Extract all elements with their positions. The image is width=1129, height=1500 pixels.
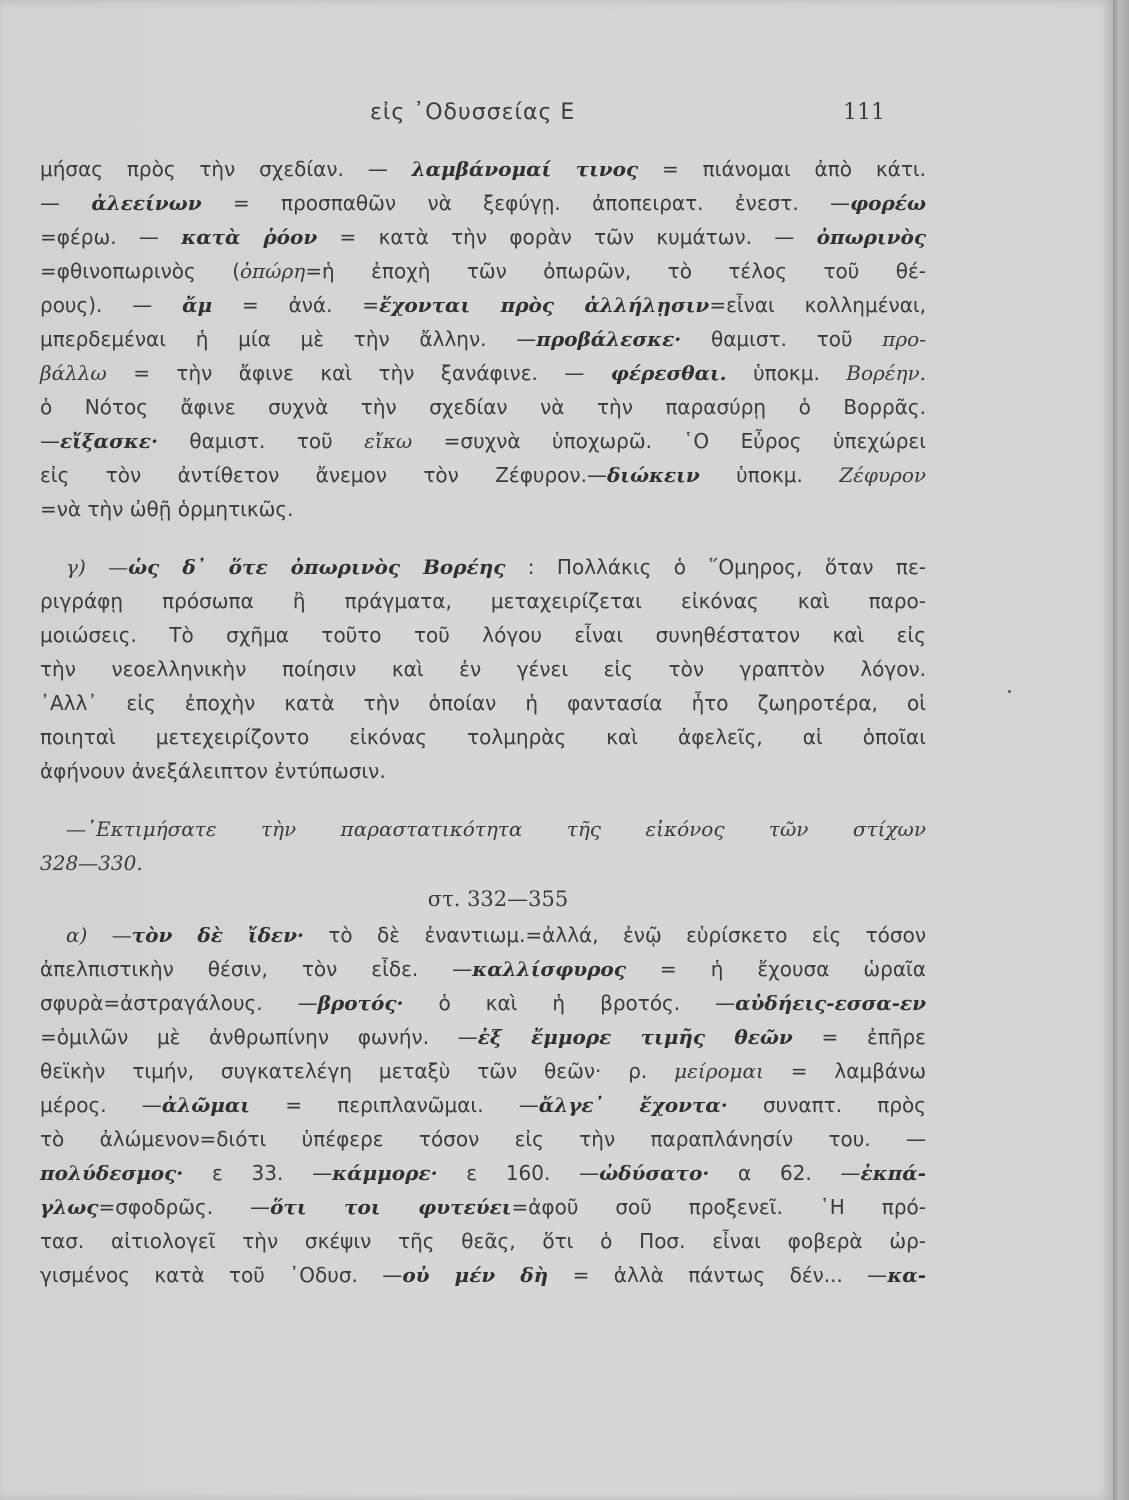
text-segment: ὠδύσατο· — [599, 1161, 710, 1185]
text-segment: ἔχονται πρὸς ἀλλήλῃσιν — [379, 293, 710, 317]
text-segment: =ὁμιλῶν μὲ ἀνθρωπίνην φωνήν. — — [40, 1025, 478, 1049]
text-segment: α) — — [66, 923, 132, 947]
text-segment: =φέρω. — — [40, 225, 182, 249]
text-segment: Βορέην. — [846, 361, 926, 385]
text-segment: μέρος. — — [40, 1093, 162, 1117]
text-segment: = περιπλανῶμαι. — — [249, 1093, 539, 1117]
text-segment: = ἐπῆρε — [792, 1025, 926, 1049]
text-line — [40, 1190, 926, 1224]
text-segment: = ἀλλὰ πάντως δέν... — — [548, 1263, 888, 1287]
text-segment: = λαμβάνω — [763, 1059, 926, 1083]
text-segment: 328—330. — [40, 851, 143, 875]
text-segment: θαμιστ. τοῦ — [681, 327, 883, 351]
text-segment: ὀπώρη — [240, 259, 306, 283]
text-segment: καλλίσφυρος — [472, 957, 626, 981]
text-segment: =συχνὰ ὑποχωρῶ. ῾Ο Εὖρος ὑπεχώρει — [412, 429, 926, 453]
paper-speck — [1008, 690, 1011, 693]
text-segment: =εἶναι κολλημέναι, — [709, 293, 926, 317]
text-segment: τασ. αἰτιολογεῖ τὴν σκέψιν τῆς θεᾶς, ὅτι ὁ Ποσ. εἶναι φοβερὰ ὠρ- — [40, 1229, 926, 1253]
text-segment: ποιηταὶ μετεχειρίζοντο εἰκόνας τολμηρὰς καὶ ἀφελεῖς, αἱ ὁποῖαι — [40, 725, 926, 749]
text-segment: εἰς τὸν ἀντίθετον ἄνεμον τὸν Ζέφυρον.— — [40, 463, 607, 487]
text-segment: προβάλεσκε· — [536, 327, 682, 351]
text-segment: γλως — [40, 1195, 99, 1219]
text-segment: ριγράφῃ πρόσωπα ἢ πράγματα, μεταχειρίζεται εἰκόνας καὶ παρο- — [40, 589, 926, 613]
text-line — [40, 492, 926, 526]
text-line — [40, 288, 926, 322]
text-segment: προ- — [882, 327, 926, 351]
text-segment: = ἡ ἔχουσα ὡραῖα — [625, 957, 926, 981]
text-segment: —᾿Εκτιμήσατε τὴν παραστατικότητα τῆς εἰκόνος τῶν στίχων — [66, 817, 926, 841]
text-line — [40, 186, 926, 220]
text-segment: = προσπαθῶν νὰ ξεφύγῃ. ἀποπειρατ. ἐνεστ. — — [201, 191, 851, 215]
text-segment: =φθινοπωρινὸς ( — [40, 259, 240, 283]
text-segment: κάμμορε· — [332, 1161, 438, 1185]
text-segment: ἄμ — [182, 293, 213, 317]
text-segment: τὸ ἀλώμενον=διότι ὑπέφερε τόσον εἰς τὴν παραπλάνησίν του. — — [40, 1127, 926, 1151]
text-segment: αὐδήεις-εσσα-εν — [735, 991, 926, 1015]
text-line — [40, 1224, 926, 1258]
text-segment: μπερδεμέναι ἡ μία μὲ τὴν ἄλλην. — — [40, 327, 537, 351]
text-segment: ἀφήνουν ἀνεξάλειπτον ἐντύπωσιν. — [40, 759, 386, 783]
text-segment: Ζέφυρον — [839, 463, 927, 487]
text-segment: γ) — — [66, 555, 129, 579]
text-segment: οὐ μέν δὴ — [402, 1263, 549, 1287]
text-line — [40, 986, 926, 1020]
page-body — [40, 152, 926, 1292]
text-line — [40, 322, 926, 356]
text-line — [40, 918, 926, 952]
text-line — [40, 618, 926, 652]
text-segment: =ἡ ἐποχὴ τῶν ὀπωρῶν, τὸ τέλος τοῦ θέ- — [305, 259, 927, 283]
text-segment: =σφοδρῶς. — — [98, 1195, 271, 1219]
text-segment: ἀλῶμαι — [161, 1093, 250, 1117]
text-segment: =νὰ τὴν ὠθῇ ὁρμητικῶς. — [40, 497, 294, 521]
text-segment: εἴξασκε· — [60, 429, 158, 453]
text-segment: ὀπωρινὸς — [816, 225, 927, 249]
text-segment: μείρομαι — [674, 1059, 764, 1083]
running-header — [0, 100, 1113, 130]
text-segment: εἴκω — [364, 429, 413, 453]
text-segment: ἐξ ἔμμορε τιμῆς θεῶν — [477, 1025, 793, 1049]
text-segment: ὁ Νότος ἄφινε συχνὰ τὴν σχεδίαν νὰ τὴν παρασύρῃ ὁ Βορρᾶς. — [40, 395, 926, 419]
text-segment: ε 33. — — [183, 1161, 333, 1185]
text-segment: μοιώσεις. Τὸ σχῆμα τοῦτο τοῦ λόγου εἶναι συνηθέστατον καὶ εἰς — [40, 623, 926, 647]
text-segment: = κατὰ τὴν φορὰν τῶν κυμάτων. — — [317, 225, 817, 249]
text-segment: θεϊκὴν τιμήν, συγκατελέγη μεταξὺ τῶν θεῶν· ρ. — [40, 1059, 675, 1083]
text-segment: σφυρὰ=ἀστραγάλους. — — [40, 991, 318, 1015]
text-segment: ὑποκμ. — [699, 463, 840, 487]
page-edge — [1113, 0, 1129, 1500]
text-segment: θαμιστ. τοῦ — [157, 429, 365, 453]
text-segment: — — [40, 429, 60, 453]
text-segment: διώκειν — [606, 463, 700, 487]
text-line — [40, 1020, 926, 1054]
text-line — [40, 720, 926, 754]
text-segment: ὑποκμ. — [726, 361, 847, 385]
text-line — [40, 220, 926, 254]
text-line — [40, 652, 926, 686]
text-segment: συναπτ. πρὸς — [727, 1093, 927, 1117]
text-line — [40, 1054, 926, 1088]
text-segment: κα- — [887, 1263, 926, 1287]
text-segment: φέρεσθαι. — [610, 361, 727, 385]
text-segment: ὁ καὶ ἡ βροτός. — — [403, 991, 736, 1015]
section-heading: στ. 332—355 — [427, 887, 569, 911]
text-segment: = τὴν ἄφινε καὶ τὴν ξανάφινε. — — [106, 361, 611, 385]
text-segment: λαμβάνομαί τινος — [411, 157, 639, 181]
page-number: 111 — [843, 100, 885, 125]
text-line — [40, 812, 926, 846]
text-line — [40, 1258, 926, 1292]
text-segment: τὸν δὲ ἴδεν· — [131, 923, 304, 947]
text-segment: κατὰ ῥόον — [181, 225, 318, 249]
text-segment: ὡς δ᾿ ὅτε ὀπωρινὸς Βορέης — [128, 555, 506, 579]
text-segment: =ἀφοῦ σοῦ προξενεῖ. ῾Η πρό- — [511, 1195, 926, 1219]
text-line — [40, 550, 926, 584]
text-line — [40, 686, 926, 720]
text-line — [40, 754, 926, 788]
text-line — [40, 584, 926, 618]
text-segment: α 62. — — [709, 1161, 861, 1185]
text-line — [40, 424, 926, 458]
text-line — [40, 356, 926, 390]
text-segment: τὸ δὲ ἐναντιωμ.=ἀλλά, ἐνῷ εὑρίσκετο εἰς τόσον — [303, 923, 926, 947]
text-segment: ε 160. — — [437, 1161, 600, 1185]
text-line — [40, 846, 926, 880]
text-segment: βροτός· — [317, 991, 404, 1015]
text-line — [40, 1122, 926, 1156]
running-title: εἰς ᾿Οδυσσείας Ε — [370, 100, 576, 125]
text-segment: = πιάνομαι ἀπὸ κάτι. — [638, 157, 926, 181]
text-segment: βάλλω — [40, 361, 107, 385]
text-segment: τὴν νεοελληνικὴν ποίησιν καὶ ἐν γένει εἰς τὸν γραπτὸν λόγον. — [40, 657, 926, 681]
text-line — [40, 1088, 926, 1122]
text-segment: ἀπελπιστικὴν θέσιν, τὸν εἶδε. — — [40, 957, 473, 981]
text-segment: ᾿Αλλ᾿ εἰς ἐποχὴν κατὰ τὴν ὁποίαν ἡ φαντασία ἦτο ζωηροτέρα, οἱ — [40, 691, 926, 715]
text-segment: ρους). — — [40, 293, 183, 317]
text-line — [40, 390, 926, 424]
text-segment: = ἀνά. = — [212, 293, 380, 317]
text-segment: μήσας πρὸς τὴν σχεδίαν. — — [40, 157, 412, 181]
text-line — [40, 952, 926, 986]
text-line — [40, 458, 926, 492]
text-segment: ἐκπά- — [860, 1161, 926, 1185]
text-line — [40, 254, 926, 288]
text-line — [40, 1156, 926, 1190]
text-segment: : Πολλάκις ὁ ῞Ομηρος, ὅταν πε- — [505, 555, 926, 579]
text-segment: ἄλγε᾿ ἔχοντα· — [538, 1093, 728, 1117]
text-segment: ἀλεείνων — [91, 191, 202, 215]
text-line — [40, 152, 926, 186]
text-segment: γισμένος κατὰ τοῦ ᾿Οδυσ. — — [40, 1263, 403, 1287]
text-segment: φορέω — [850, 191, 926, 215]
text-segment: ὅτι τοι φυτεύει — [270, 1195, 512, 1219]
text-segment: — — [40, 191, 92, 215]
text-segment: πολύδεσμος· — [40, 1161, 184, 1185]
